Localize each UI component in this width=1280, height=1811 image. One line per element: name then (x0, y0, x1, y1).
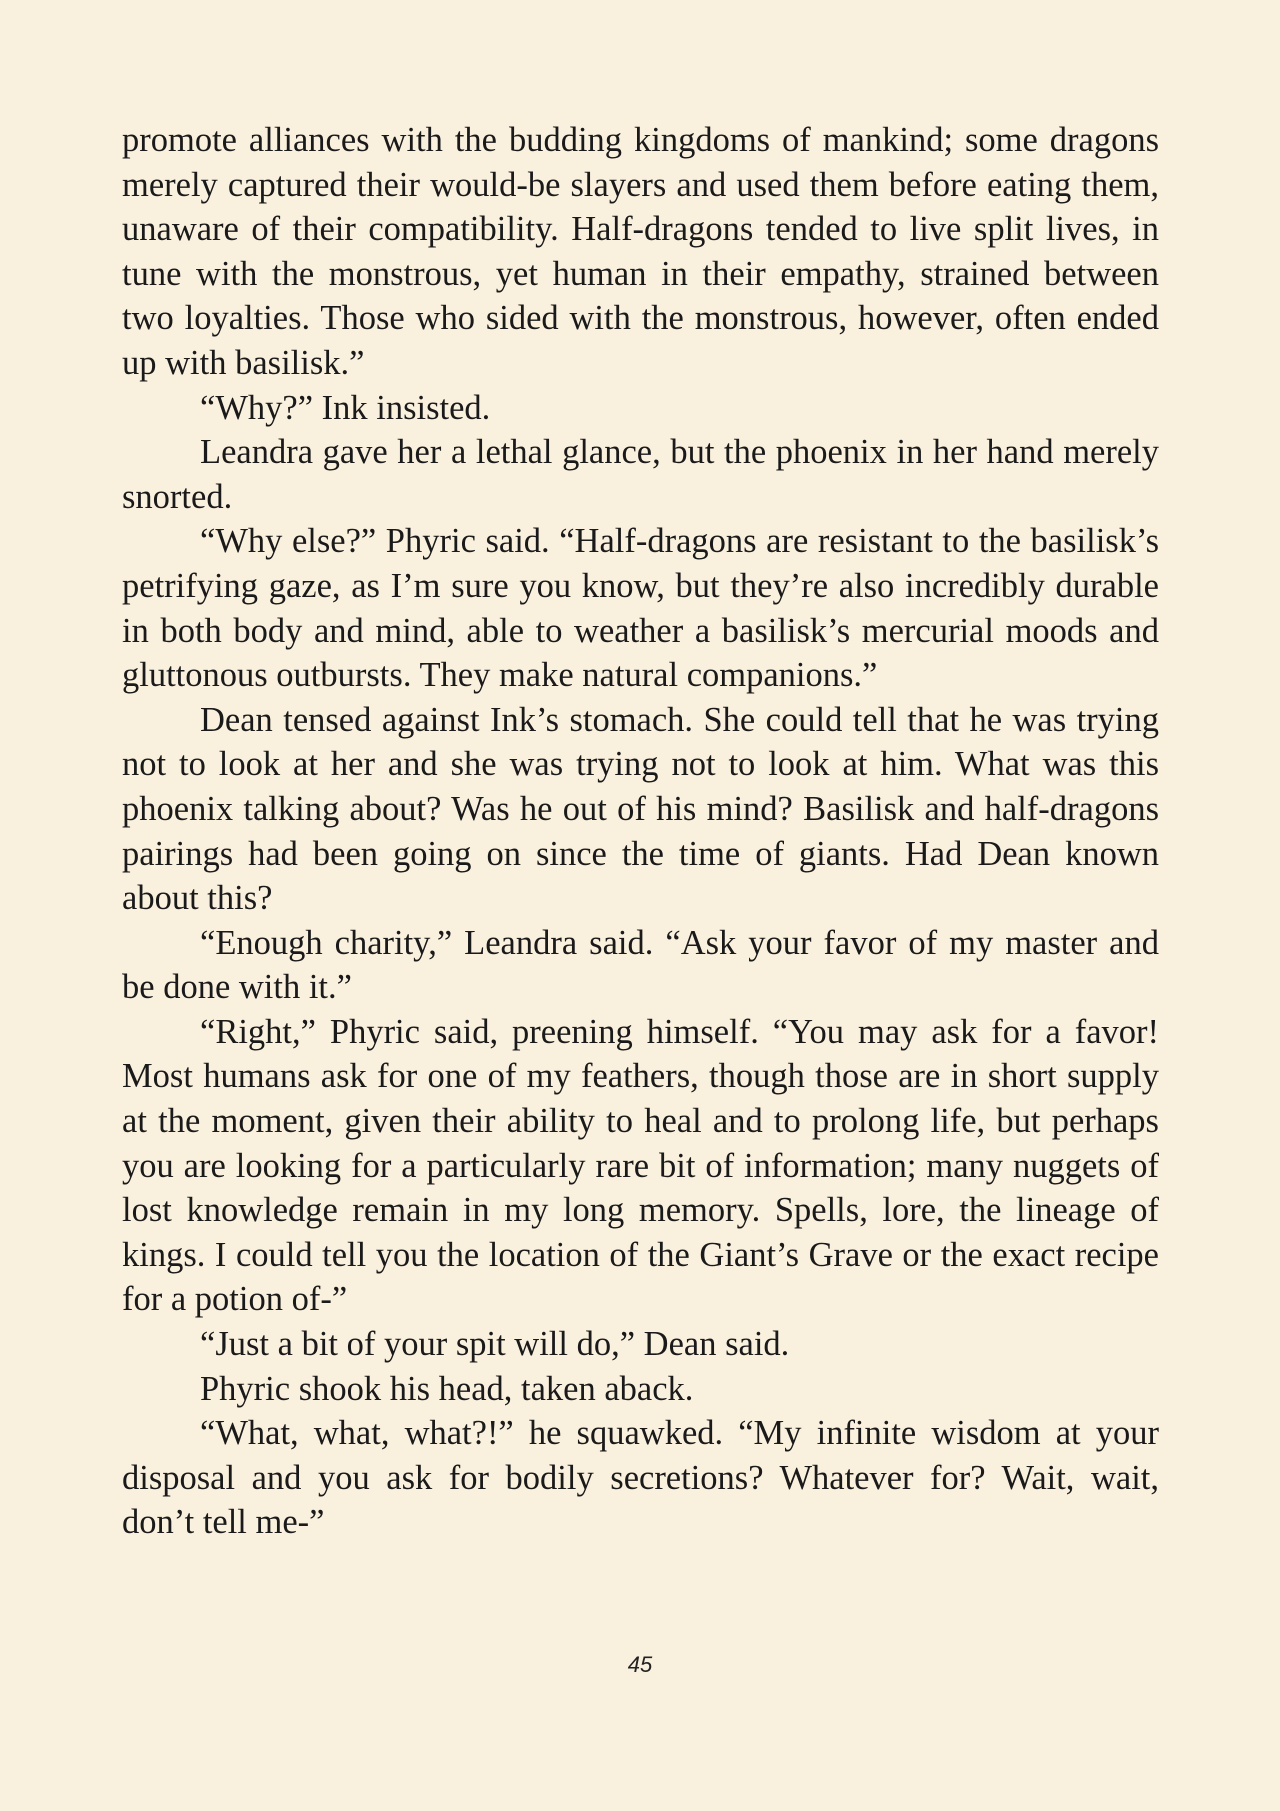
paragraph: “Right,” Phyric said, preening himself. “You may ask for a favor! Most humans ask for one of my feathers, though those are in short supply at the moment, given their ability to heal and to prolong life, but perhaps you are looking for a particularly rare bit of information; many nuggets of lost knowledge remain in my long memory. Spells, lore, the lineage of kings. I could tell you the location of the Giant’s Grave or the exact recipe for a potion of-” (122, 1012, 1159, 1319)
paragraph: “Why else?” Phyric said. “Half-dragons are resistant to the basilisk’s petrifying gaze, as I’m sure you know, but they’re also incredibly durable in both body and mind, able to weather a basilisk’s mercurial moods and gluttonous outbursts. They make natural companions.” (122, 522, 1159, 695)
paragraph: “What, what, what?!” he squawked. “My infinite wisdom at your disposal and you ask for bodily secretions? Whatever for? Wait, wait, don’t tell me-” (122, 1414, 1159, 1542)
paragraph: promote alliances with the budding kingdoms of mankind; some dragons merely captured their would-be slayers and used them before eating them, unaware of their compatibility. Half-dragons tended to live split lives, in tune with the monstrous, yet human in their empathy, strained between two loyalties. Those who sided with the monstrous, however, often ended up with basilisk.” (122, 121, 1159, 382)
paragraph: “Enough charity,” Leandra said. “Ask your favor of my master and be done with it.” (122, 923, 1159, 1007)
paragraph: “Why?” Ink insisted. (200, 388, 491, 427)
paragraph: “Just a bit of your spit will do,” Dean said. (200, 1325, 790, 1364)
paragraph: Phyric shook his head, taken aback. (200, 1369, 694, 1408)
paragraph: Dean tensed against Ink’s stomach. She could tell that he was trying not to look at her and she was trying not to look at him. What was this phoenix talking about? Was he out of his mind? Basilisk and half-dragons pairings had been going on since the time of giants. Had Dean known about this? (122, 700, 1159, 918)
paragraph: Leandra gave her a lethal glance, but the phoenix in her hand merely snorted. (122, 433, 1159, 516)
page-number: 45 (627, 1652, 653, 1677)
body-text (122, 118, 1159, 1545)
